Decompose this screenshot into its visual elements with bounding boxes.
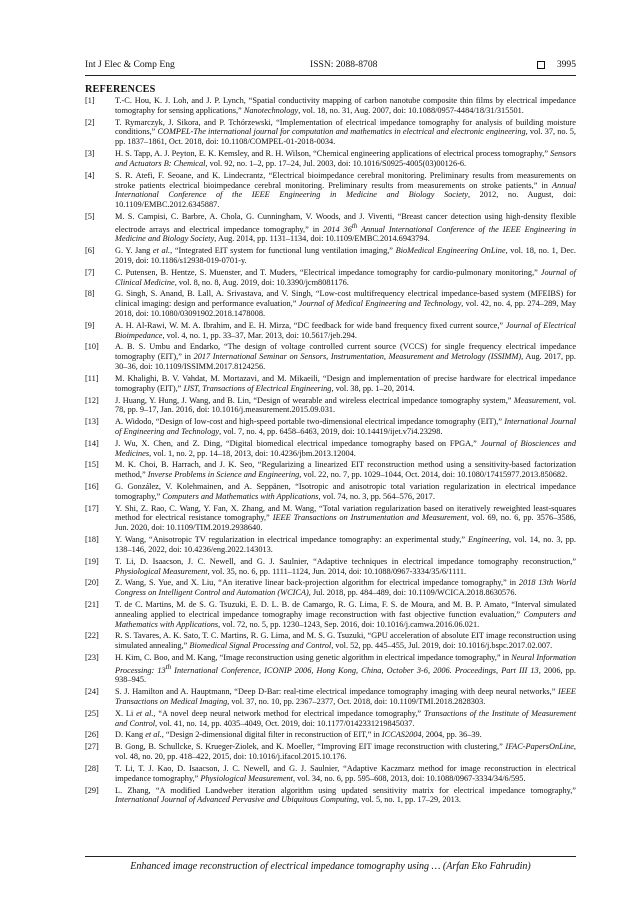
reference-text: X. Li et al., “A novel deep neural network method for electrical impedance tomography,” Transactions of the Institute of Measurement and Control, vol. 41, no. 14, pp. 4035–4049, Oct. 2019, doi: 10.1177/0142331219845037. — [115, 708, 576, 728]
reference-item — [85, 557, 576, 577]
reference-number: [4] — [85, 170, 95, 180]
reference-text: G. Y. Jang et al., “Integrated EIT system for functional lung ventilation imaging,” BioMedical Engineering OnLine, vol. 18, no. 1, Dec. 2019, doi: 10.1186/s12938-019-0701-y. — [115, 246, 576, 265]
reference-number: [3] — [85, 149, 95, 159]
reference-text: M. Khalighi, B. V. Vahdat, M. Mortazavi, and M. Mikaeili, “Design and implementation of precise hardware for electrical impedance tomography (EIT),” IJST, Transactions of Electrical Engineering, vol. 38, pp. 1–20, 2014. — [115, 373, 576, 393]
reference-text: J. Wu, X. Chen, and Z. Ding, “Digital biomedical electrical impedance tomography based on FPGA,” Journal of Biosciences and Medicines, vol. 1, no. 2, pp. 14–18, 2013, doi: 10.4236/jbm.2013.12004. — [115, 438, 576, 458]
reference-text: T. Li, D. Isaacson, J. C. Newell, and G. J. Saulnier, “Adaptive techniques in electrical impedance tomography reconstruction,” Physiological Measurement, vol. 35, no. 6, pp. 1111–1124, Jun. 2014, doi: 10.1088/0967-3334/35/6/1111. — [115, 556, 576, 576]
reference-text: Y. Shi, Z. Rao, C. Wang, Y. Fan, X. Zhang, and M. Wang, “Total variation regularization based on iteratively reweighted least-squares method for electrical resistance tomography,” IEEE Transactions on Instrumentation and Measurement, vol. 69, no. 6, pp. 3576–3586, Jun. 2020, doi: 10.1109/TIM.2019.2938640. — [115, 503, 576, 533]
reference-item — [85, 764, 576, 784]
reference-text: D. Kang et al., “Design 2-dimensional digital filter in reconstruction of EIT,” in ICCAS2004, 2004, pp. 36–39. — [115, 730, 482, 740]
reference-item — [85, 289, 576, 318]
reference-number: [19] — [85, 556, 99, 566]
reference-text: R. S. Tavares, A. K. Sato, T. C. Martins, R. G. Lima, and M. S. G. Tsuzuki, “GPU acceleration of absolute EIT image reconstruction using simulated annealing,” Biomedical Signal Processing and Control, vol. 52, pp. 445–455, Jul. 2019, doi: 10.1016/j.bspc.2017.02.007. — [115, 631, 576, 651]
reference-item — [85, 709, 576, 729]
reference-number: [22] — [85, 631, 99, 641]
reference-item — [85, 439, 576, 459]
reference-number: [28] — [85, 763, 99, 773]
reference-item — [85, 631, 576, 651]
reference-item — [85, 212, 576, 244]
reference-item — [85, 687, 576, 707]
reference-item — [85, 578, 576, 598]
reference-number: [9] — [85, 320, 95, 330]
reference-text: H. Kim, C. Boo, and M. Kang, “Image reconstruction using genetic algorithm in electrical impedance tomography,” in Neural Information Processing: 13th International Conference, ICONIP 2006, Hong Kong, China, October 3-6, 2006. Proceedings, Part III 13, 2006, pp. 938–945. — [115, 653, 577, 685]
reference-text: T. de C. Martins, M. de S. G. Tsuzuki, E. D. L. B. de Camargo, R. G. Lima, F. S. de Moura, and M. B. P. Amato, “Interval simulated annealing applied to electrical impedance tomography image reconstruction with fast objective function evaluation,” Computers and Mathematics with Applications, vol. 72, no. 5, pp. 1230–1243, Sep. 2016, doi: 10.1016/j.camwa.2016.06.021. — [115, 599, 576, 629]
reference-item — [85, 149, 576, 169]
reference-number: [26] — [85, 730, 99, 740]
running-header — [85, 58, 576, 72]
reference-item — [85, 786, 576, 806]
reference-text: A. Widodo, “Design of low-cost and high-speed portable two-dimensional electrical impedance tomography (EIT),” International Journal of Engineering and Technology, vol. 7, no. 4, pp. 6458–6463, 2019, doi: 10.14419/ijet.v7i4.23298. — [115, 417, 577, 436]
reference-number: [21] — [85, 599, 99, 609]
journal-name: Int J Elec & Comp Eng — [85, 59, 175, 70]
reference-item — [85, 482, 576, 502]
reference-number: [2] — [85, 117, 95, 127]
reference-number: [1] — [85, 96, 95, 105]
reference-text: C. Putensen, B. Hentze, S. Muenster, and T. Muders, “Electrical impedance tomography for cardio-pulmonary monitoring,” Journal of Clinical Medicine, vol. 8, no. 8, Aug. 2019, doi: 10.3390/jcm8081176. — [115, 267, 576, 287]
reference-item — [85, 504, 576, 533]
reference-item — [85, 742, 576, 762]
issn: ISSN: 2088-8708 — [310, 59, 378, 70]
reference-item — [85, 342, 576, 371]
reference-number: [12] — [85, 395, 99, 405]
reference-number: [20] — [85, 578, 99, 588]
reference-text: G. Singh, S. Anand, B. Lall, A. Srivastava, and V. Singh, “Low-cost multifrequency electrical impedance-based system (MFEIBS) for clinical imaging: design and performance evaluation,” Journal of Medical Engineering and Technology, vol. 42, no. 4, pp. 274–289, May 2018, doi: 10.1080/03091902.2018.1478008. — [115, 289, 576, 319]
reference-list — [85, 96, 576, 807]
reference-number: [8] — [85, 289, 95, 299]
reference-text: G. González, V. Kolehmainen, and A. Seppänen, “Isotropic and anisotropic total variation regularization in electrical impedance tomography,” Computers and Mathematics with Applications, vol. 74, no. 3, pp. 564–576, 2017. — [115, 482, 576, 501]
reference-number: [5] — [85, 211, 95, 221]
reference-item — [85, 417, 576, 437]
reference-item — [85, 171, 576, 210]
reference-text: L. Zhang, “A modified Landweber iteration algorithm using updated sensitivity matrix for electrical impedance tomography,” International Journal of Advanced Pervasive and Ubiquitous Computing, vol. 5, no. 1, pp. 17–29, 2013. — [115, 785, 576, 805]
reference-item — [85, 268, 576, 288]
reference-number: [7] — [85, 267, 95, 277]
reference-text: J. Huang, Y. Hung, J. Wang, and B. Lin, “Design of wearable and wireless electrical impedance tomography system,” Measurement, vol. 78, pp. 9–17, Jan. 2016, doi: 10.1016/j.measurement.2015.09.031. — [115, 395, 576, 415]
reference-number: [16] — [85, 482, 99, 492]
reference-number: [15] — [85, 460, 99, 470]
page-number: 3995 — [556, 59, 576, 70]
reference-number: [18] — [85, 535, 99, 545]
reference-item — [85, 730, 576, 740]
reference-text: A. H. Al-Rawi, W. M. A. Ibrahim, and E. H. Mirza, “DC feedback for wide band frequency fixed current source,” Journal of Electrical Bioimpedance, vol. 4, no. 1, pp. 33–37, Mar. 2013, doi: 10.5617/jeb.294. — [115, 320, 576, 340]
reference-item — [85, 460, 576, 480]
reference-text: S. J. Hamilton and A. Hauptmann, “Deep D-Bar: real-time electrical impedance tomography imaging with deep neural networks,” IEEE Transactions on Medical Imaging, vol. 37, no. 10, pp. 2367–2377, Oct. 2018, doi: 10.1109/TMI.2018.2828303. — [115, 687, 576, 707]
reference-item — [85, 374, 576, 394]
footer-rule — [85, 856, 576, 857]
reference-number: [17] — [85, 503, 99, 513]
reference-item — [85, 600, 576, 629]
reference-number: [6] — [85, 246, 95, 256]
reference-number: [11] — [85, 373, 99, 383]
header-rule — [85, 75, 576, 76]
reference-number: [24] — [85, 687, 99, 697]
reference-number: [23] — [85, 653, 99, 663]
section-title: REFERENCES — [85, 84, 156, 95]
reference-number: [25] — [85, 708, 99, 718]
reference-number: [13] — [85, 417, 99, 427]
reference-text: T. Li, T. J. Kao, D. Isaacson, J. C. Newell, and G. J. Saulnier, “Adaptive Kaczmarz method for image reconstruction in electrical impedance tomography,” Physiological Measurement, vol. 34, no. 6, pp. 595–608, 2013, doi: 10.1088/0967-3334/34/6/595. — [115, 763, 576, 783]
reference-text: S. R. Atefi, F. Seoane, and K. Lindecrantz, “Electrical bioimpedance cerebral monitoring. Preliminary results from measurements on stroke patients electrical bioimpedance cerebral monitoring. Preliminary results from measurements on stroke patients,” in Annual International Conference of the IEEE Engineering in Medicine and Biology Society, 2012, no. August, doi: 10.1109/EMBC.2012.6345887. — [115, 170, 577, 210]
reference-text: M. K. Choi, B. Harrach, and J. K. Seo, “Regularizing a linearized EIT reconstruction method using a sensitivity-based factorization method,” Inverse Problems in Science and Engineering, vol. 22, no. 7, pp. 1029–1044, Oct. 2014, doi: 10.1080/17415977.2013.850682. — [115, 460, 576, 480]
reference-number: [29] — [85, 785, 99, 795]
reference-text: B. Gong, B. Schullcke, S. Krueger-Ziolek, and K. Moeller, “Improving EIT image reconstruction with clustering,” IFAC-PapersOnLine, vol. 48, no. 20, pp. 418–422, 2015, doi: 10.1016/j.ifacol.2015.10.176. — [115, 742, 576, 762]
reference-number: [10] — [85, 342, 99, 352]
header-right — [537, 58, 576, 72]
reference-text: Y. Wang, “Anisotropic TV regularization in electrical impedance tomography: an experimental study,” Engineering, vol. 14, no. 3, pp. 138–146, 2022, doi: 10.4236/eng.2022.143013. — [115, 535, 576, 554]
reference-number: [27] — [85, 742, 99, 752]
reference-text: T.-C. Hou, K. J. Loh, and J. P. Lynch, “Spatial conductivity mapping of carbon nanotube composite thin films by electrical impedance tomography for sensing applications,” Nanotechnology, vol. 18, no. 31, Aug. 2007, doi: 10.1088/0957-4484/18/31/315501. — [115, 96, 576, 115]
reference-item — [85, 118, 576, 147]
reference-item — [85, 246, 576, 266]
reference-item — [85, 535, 576, 555]
reference-text: M. S. Campisi, C. Barbre, A. Chola, G. Cunningham, V. Woods, and J. Viventi, “Breast cancer detection using high-density flexible electrode arrays and electrical impedance tomography,” in 2014 36th Annual International Conference of the IEEE Engineering in Medicine and Biology Society, Aug. 2014, pp. 1131–1134, doi: 10.1109/EMBC.2014.6943794. — [115, 211, 577, 244]
reference-number: [14] — [85, 438, 99, 448]
reference-item — [85, 653, 576, 685]
reference-item — [85, 96, 576, 116]
reference-item — [85, 321, 576, 341]
reference-item — [85, 396, 576, 416]
reference-text: A. B. S. Umbu and Endarko, “The design of voltage controlled current source (VCCS) for single frequency electrical impedance tomography (EIT),” in 2017 International Seminar on Sensors, Instrumentation, Measurement and Metrology (ISSIMM), Aug. 2017, pp. 30–36, doi: 10.1109/ISSIMM.2017.8124256. — [115, 342, 577, 372]
reference-text: H. S. Tapp, A. J. Peyton, E. K. Kemsley, and R. H. Wilson, “Chemical engineering applications of electrical process tomography,” Sensors and Actuators B: Chemical, vol. 92, no. 1–2, pp. 17–24, Jul. 2003, doi: 10.1016/S0925-4005(03)00126-6. — [115, 149, 576, 168]
running-footer: Enhanced image reconstruction of electrical impedance tomography using … (Arfan Eko Fahrudin) — [130, 861, 531, 872]
square-icon — [537, 61, 545, 69]
reference-text: T. Rymarczyk, J. Sikora, and P. Tchórzewski, “Implementation of electrical impedance tomography for analysis of building moisture conditions,” COMPEL-The international journal for computation and mathematics in electrical and electronic engineering, vol. 37, no. 5, pp. 1837–1861, Oct. 2018, doi: 10.1108/COMPEL-01-2018-0034. — [115, 117, 576, 147]
reference-text: Z. Wang, S. Yue, and X. Liu, “An iterative linear back-projection algorithm for electrical impedance tomography,” in 2018 13th World Congress on Intelligent Control and Automation (WCICA), Jul. 2018, pp. 484–489, doi: 10.1109/WCICA.2018.8630576. — [115, 578, 576, 598]
